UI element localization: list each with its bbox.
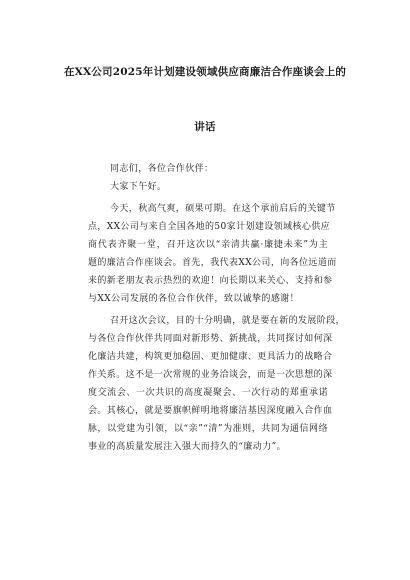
- paragraph-line: 来的新老朋友表示热烈的欢迎！向长期以来关心、支持和参: [88, 276, 333, 286]
- paragraph-line: 作关系。这不是一次常规的业务洽谈会，而是一次思想的深: [88, 370, 333, 380]
- paragraph-line: 会。其核心，就是要旗帜鲜明地将廉洁基因深度融入合作血: [88, 406, 333, 416]
- paragraph-line: 商代表齐聚一堂，召开这次以“亲清共赢·廉捷未来”为主: [88, 240, 328, 250]
- paragraph-line: 脉，以党建为引领，以“亲”“清”为准则，共同为通信网络: [88, 424, 328, 434]
- paragraph-line: 与XX公司发展的各位合作伙伴，致以诚挚的感谢！: [88, 294, 300, 304]
- paragraph-1: [88, 200, 337, 308]
- greeting: 大家下午好。: [110, 182, 167, 192]
- paragraph-line: 点，XX公司与来自全国各地的50家计划建设领域核心供应: [88, 222, 331, 232]
- paragraph-line: 化廉洁共建，构筑更加稳固、更加健康、更具活力的战略合: [88, 352, 333, 362]
- paragraph-line: 与各位合作伙伴共同面对新形势、新挑战，共同探讨如何深: [88, 334, 333, 344]
- paragraph-line: 度交流会、一次共识的高度凝聚会、一次行动的郑重承诺: [88, 388, 328, 398]
- salutation: 同志们，各位合作伙伴：: [110, 164, 214, 174]
- paragraph-line: 题的廉洁合作座谈会。首先，我代表XX公司，向各位远道而: [88, 258, 337, 268]
- paragraph-line: 召开这次会议，目的十分明确，就是要在新的发展阶段，: [110, 316, 346, 326]
- document-body: [88, 160, 346, 456]
- paragraph-line: 事业的高质量发展注入强大而持久的“廉动力”。: [88, 442, 287, 452]
- paragraph-line: 今天，秋高气爽，硕果可期。在这个承前启后的关键节: [110, 204, 336, 214]
- paragraph-2: [88, 312, 346, 456]
- document-title-line-1: 在XX公司2025年计划建设领域供应商廉洁合作座谈会上的: [63, 66, 347, 78]
- document-title-line-2: 讲话: [194, 121, 216, 133]
